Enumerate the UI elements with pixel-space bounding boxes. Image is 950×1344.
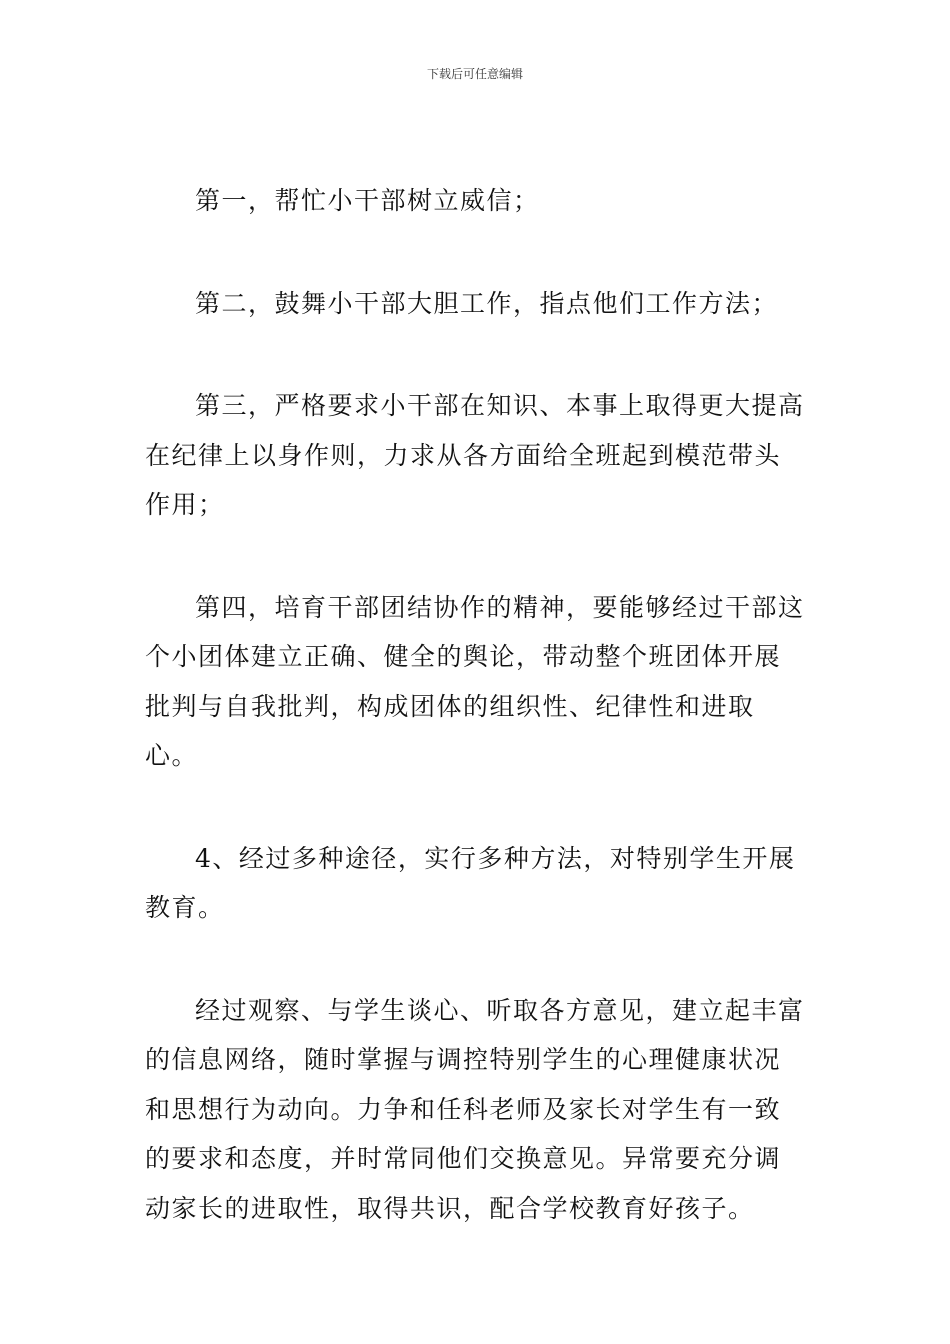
paragraph-gap <box>145 328 805 381</box>
paragraph-gap <box>145 226 805 279</box>
paragraph-4: 第四，培育干部团结协作的精神，要能够经过干部这个小团体建立正确、健全的舆论，带动整个班团体开展批判与自我批判，构成团体的组织性、纪律性和进取心。 <box>145 592 805 770</box>
page-header-note: 下载后可任意编辑 <box>426 67 523 81</box>
paragraph-2: 第二，鼓舞小干部大胆工作，指点他们工作方法； <box>195 288 779 318</box>
paragraph-gap <box>145 530 805 583</box>
paragraph-5: 4、经过多种途径，实行多种方法，对特别学生开展教育。 <box>145 843 796 922</box>
paragraph-3: 第三，严格要求小干部在知识、本事上取得更大提高在纪律上以身作则，力求从各方面给全班起到模范带头作用； <box>145 391 805 519</box>
document-body <box>145 176 805 1233</box>
paragraph-6: 经过观察、与学生谈心、听取各方意见，建立起丰富的信息网络，随时掌握与调控特别学生的心理健康状况和思想行为动向。力争和任科老师及家长对学生有一致的要求和态度，并时常同他们交换意见。异常要充分调动家长的进取性，取得共识，配合学校教育好孩子。 <box>145 995 805 1223</box>
paragraph-1: 第一，帮忙小干部树立威信； <box>195 186 540 215</box>
paragraph-gap <box>145 781 805 834</box>
paragraph-gap <box>145 933 805 986</box>
